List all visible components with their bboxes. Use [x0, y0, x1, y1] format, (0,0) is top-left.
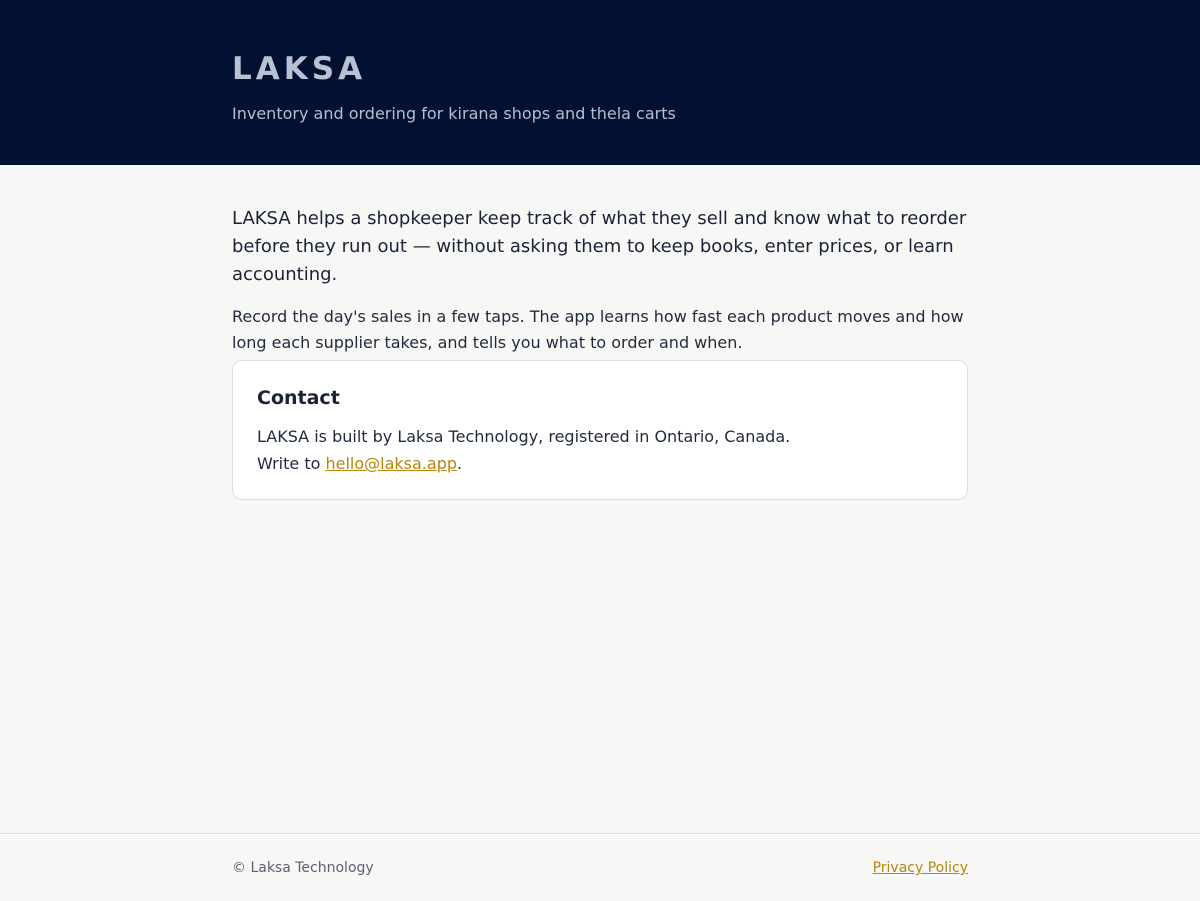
site-footer: [0, 833, 1200, 901]
tagline: Inventory and ordering for kirana shops and thela carts: [232, 104, 676, 123]
contact-card: [232, 360, 968, 500]
site-header: [0, 0, 1200, 165]
copyright-text: © Laksa Technology: [232, 860, 374, 876]
email-line: [257, 453, 462, 475]
description-paragraph: Record the day's sales in a few taps. The app learns how fast each product moves and how long each supplier takes, and tells you what to order and when.: [232, 307, 964, 352]
lead-paragraph: LAKSA helps a shopkeeper keep track of what they sell and know what to reorder before they run out — without asking them to keep books, enter prices, or learn accounting.: [232, 208, 967, 285]
contact-title: Contact: [257, 387, 340, 409]
main-content: [232, 205, 968, 356]
brand-title: LAKSA: [232, 51, 367, 87]
email-prefix: Write to: [257, 454, 326, 473]
company-info: LAKSA is built by Laksa Technology, registered in Ontario, Canada.: [257, 427, 791, 446]
email-suffix: .: [457, 454, 463, 473]
email-link[interactable]: hello@laksa.app: [325, 454, 458, 473]
privacy-policy-link[interactable]: Privacy Policy: [872, 860, 968, 876]
